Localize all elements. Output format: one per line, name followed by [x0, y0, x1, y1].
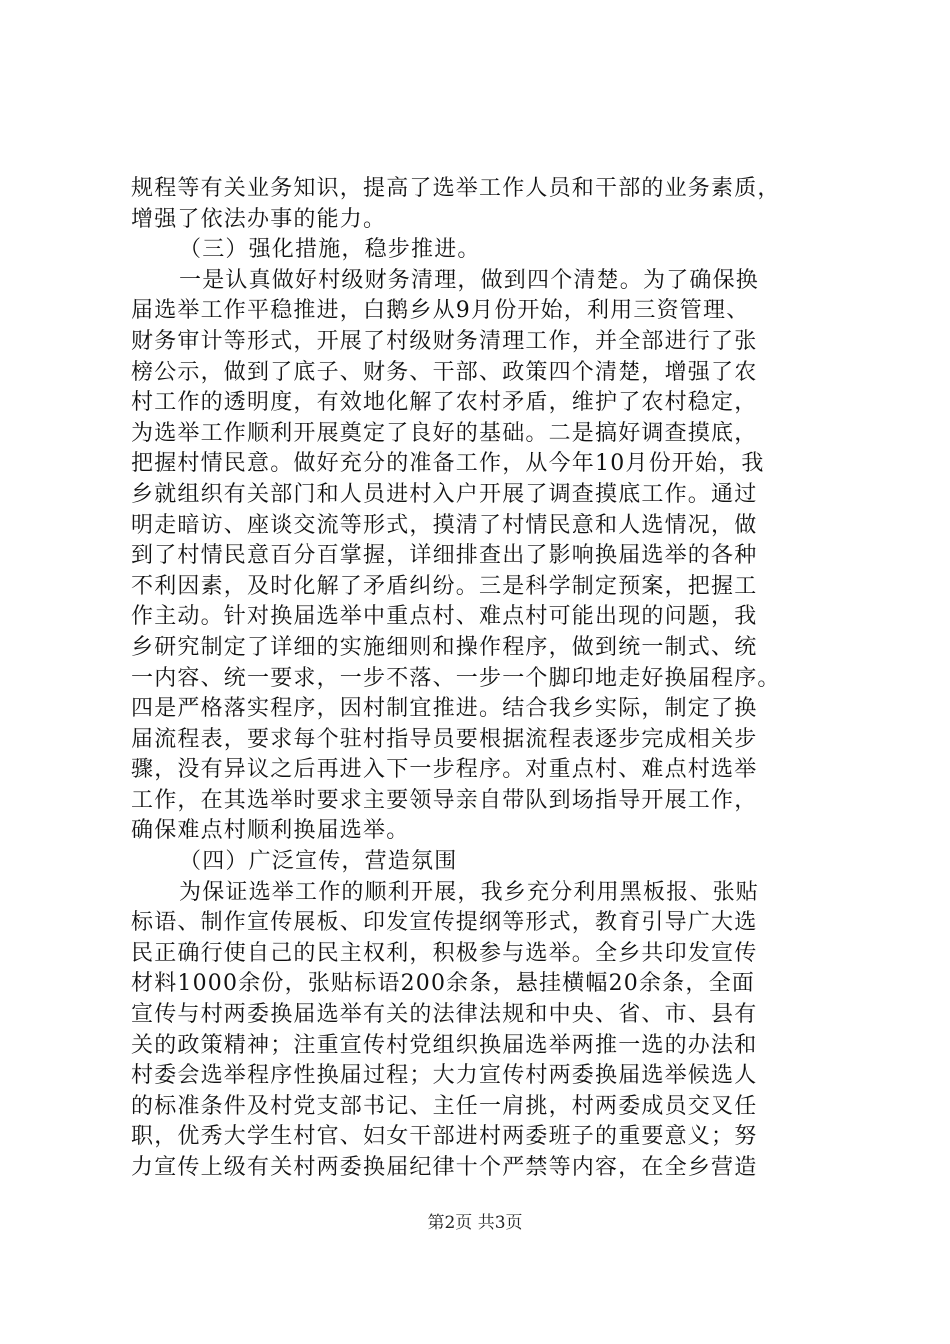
text-line: 规程等有关业务知识，提高了选举工作人员和干部的业务素质， — [131, 176, 781, 201]
text-line: 增强了依法办事的能力。 — [131, 206, 387, 232]
text-line: 为选举工作顺利开展奠定了良好的基础。二是搞好调查摸底， — [131, 420, 758, 446]
text-line: 民正确行使自己的民主权利，积极参与选举。全乡共印发宣传 — [131, 940, 758, 966]
text-line: 把握村情民意。做好充分的准备工作，从今年10月份开始，我 — [131, 451, 765, 477]
page-footer: 第2页 共3页 — [427, 1213, 523, 1233]
text-line: 榜公示，做到了底子、财务、干部、政策四个清楚，增强了农 — [131, 359, 758, 385]
text-line: 为保证选举工作的顺利开展，我乡充分利用黑板报、张贴 — [179, 879, 760, 905]
text-line: 作主动。针对换届选举中重点村、难点村可能出现的问题，我 — [131, 604, 758, 630]
text-line: 力宣传上级有关村两委换届纪律十个严禁等内容，在全乡营造 — [131, 1155, 758, 1180]
text-line: 确保难点村顺利换届选举。 — [131, 818, 410, 844]
text-line: 一内容、统一要求，一步不落、一步一个脚印地走好换届程序。 — [131, 665, 781, 691]
text-line: 关的政策精神；注重宣传村党组织换届选举两推一选的办法和 — [131, 1032, 758, 1058]
text-line: 不利因素，及时化解了矛盾纠纷。三是科学制定预案，把握工 — [131, 573, 758, 599]
text-line: 一是认真做好村级财务清理，做到四个清楚。为了确保换 — [179, 267, 760, 293]
text-line: （三）强化措施，稳步推进。 — [179, 237, 481, 263]
text-line: 村委会选举程序性换届过程；大力宣传村两委换届选举候选人 — [131, 1063, 758, 1089]
text-line: 材料1000余份，张贴标语200余条，悬挂横幅20余条，全面 — [131, 971, 755, 997]
text-line: 乡就组织有关部门和人员进村入户开展了调查摸底工作。通过 — [131, 481, 758, 507]
text-line: 明走暗访、座谈交流等形式，摸清了村情民意和人选情况，做 — [131, 512, 758, 538]
text-line: 工作，在其选举时要求主要领导亲自带队到场指导开展工作， — [131, 787, 758, 813]
text-line: 四是严格落实程序，因村制宜推进。结合我乡实际，制定了换 — [131, 696, 758, 722]
text-line: 宣传与村两委换届选举有关的法律法规和中央、省、市、县有 — [131, 1002, 758, 1028]
text-line: 骤，没有异议之后再进入下一步程序。对重点村、难点村选举 — [131, 757, 758, 783]
text-line: 届流程表，要求每个驻村指导员要根据流程表逐步完成相关步 — [131, 726, 758, 752]
text-line: 届选举工作平稳推进，白鹅乡从9月份开始，利用三资管理、 — [131, 298, 750, 324]
document-body — [131, 174, 825, 1184]
text-line: 的标准条件及村党支部书记、主任一肩挑，村两委成员交叉任 — [131, 1093, 758, 1119]
text-line: 财务审计等形式，开展了村级财务清理工作，并全部进行了张 — [131, 328, 758, 354]
text-line: 标语、制作宣传展板、印发宣传提纲等形式，教育引导广大选 — [131, 910, 758, 936]
text-line: 乡研究制定了详细的实施细则和操作程序，做到统一制式、统 — [131, 634, 758, 660]
text-line: 到了村情民意百分百掌握，详细排查出了影响换届选举的各种 — [131, 543, 758, 569]
text-line: （四）广泛宣传，营造氛围 — [179, 849, 458, 875]
text-line: 村工作的透明度，有效地化解了农村矛盾，维护了农村稳定， — [131, 390, 758, 416]
text-line: 职，优秀大学生村官、妇女干部进村两委班子的重要意义；努 — [131, 1124, 758, 1150]
